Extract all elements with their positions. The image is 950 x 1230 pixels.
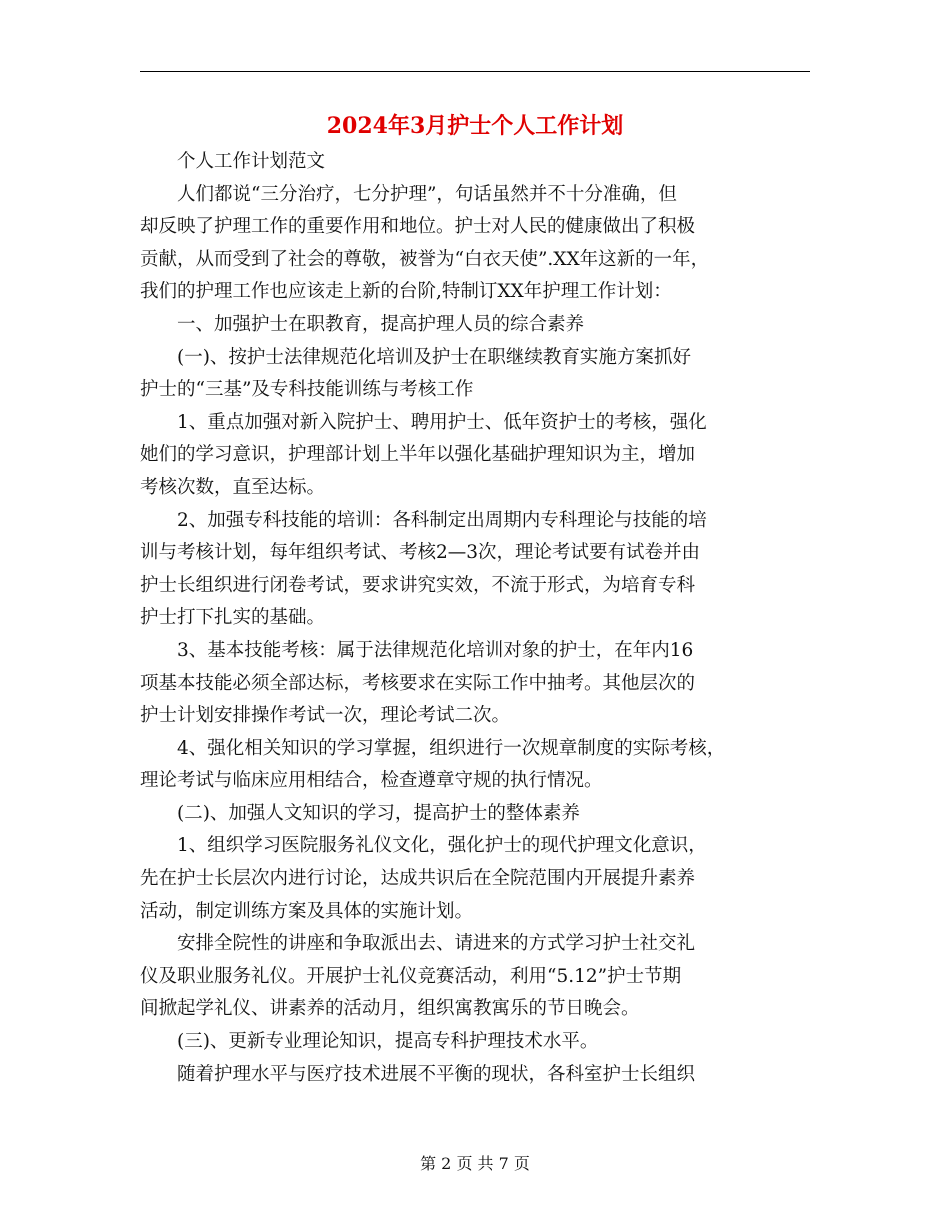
page-footer: 第 2 页 共 7 页: [420, 1154, 530, 1173]
text-line: 她们的学习意识，护理部计划上半年以强化基础护理知识为主，增加: [140, 444, 696, 466]
text-line: 安排全院性的讲座和争取派出去、请进来的方式学习护士社交礼: [140, 933, 696, 955]
text-line: 贡献，从而受到了社会的尊敬，被誉为“白衣天使”.XX年这新的一年，: [140, 248, 710, 270]
text-line: (一)、按护士法律规范化培训及护士在职继续教育实施方案抓好: [140, 346, 691, 368]
text-line: 护士的“三基”及专科技能训练与考核工作: [140, 379, 474, 401]
text-line: 3、基本技能考核：属于法律规范化培训对象的护士，在年内16: [140, 639, 694, 661]
text-line: 2、加强专科技能的培训：各科制定出周期内专科理论与技能的培: [140, 509, 707, 531]
text-line: (三)、更新专业理论知识，提高专科护理技术水平。: [140, 1031, 599, 1053]
text-line: 考核次数，直至达标。: [140, 476, 326, 498]
text-line: 一、加强护士在职教育，提高护理人员的综合素养: [140, 313, 585, 335]
text-line: 间掀起学礼仪、讲素养的活动月，组织寓教寓乐的节日晚会。: [140, 998, 640, 1020]
text-line: 个人工作计划范文: [140, 151, 326, 172]
text-line: 活动，制定训练方案及具体的实施计划。: [140, 900, 474, 922]
text-line: 随着护理水平与医疗技术进展不平衡的现状，各科室护士长组织: [140, 1063, 696, 1085]
text-line: 护士打下扎实的基础。: [140, 607, 326, 629]
text-line: 护士长组织进行闭卷考试，要求讲究实效，不流于形式，为培育专科: [140, 574, 696, 596]
text-line: 护士计划安排操作考试一次，理论考试二次。: [140, 705, 511, 727]
document-title: 2024年3月护士个人工作计划: [326, 113, 624, 139]
text-line: (二)、加强人文知识的学习，提高护士的整体素养: [140, 802, 580, 824]
text-line: 仪及职业服务礼仪。开展护士礼仪竞赛活动，利用“5.12”护士节期: [140, 965, 682, 987]
text-line: 理论考试与临床应用相结合，检查遵章守规的执行情况。: [140, 770, 603, 792]
text-line: 4、强化相关知识的学习掌握，组织进行一次规章制度的实际考核，: [140, 737, 726, 759]
text-line: 1、组织学习医院服务礼仪文化，强化护士的现代护理文化意识，: [140, 835, 707, 857]
document-body: [140, 146, 810, 1091]
header-rule: [140, 71, 810, 72]
text-line: 人们都说“三分治疗，七分护理”，句话虽然并不十分准确，但: [140, 183, 677, 205]
text-line: 训与考核计划，每年组织考试、考核2—3次，理论考试要有试卷并由: [140, 542, 701, 564]
text-line: 项基本技能必须全部达标，考核要求在实际工作中抽考。其他层次的: [140, 672, 696, 694]
text-line: 却反映了护理工作的重要作用和地位。护士对人民的健康做出了积极: [140, 216, 696, 238]
text-line: 1、重点加强对新入院护士、聘用护士、低年资护士的考核，强化: [140, 411, 707, 433]
text-line: 我们的护理工作也应该走上新的台阶,特制订XX年护理工作计划：: [140, 281, 672, 303]
text-line: 先在护士长层次内进行讨论，达成共识后在全院范围内开展提升素养: [140, 868, 696, 890]
